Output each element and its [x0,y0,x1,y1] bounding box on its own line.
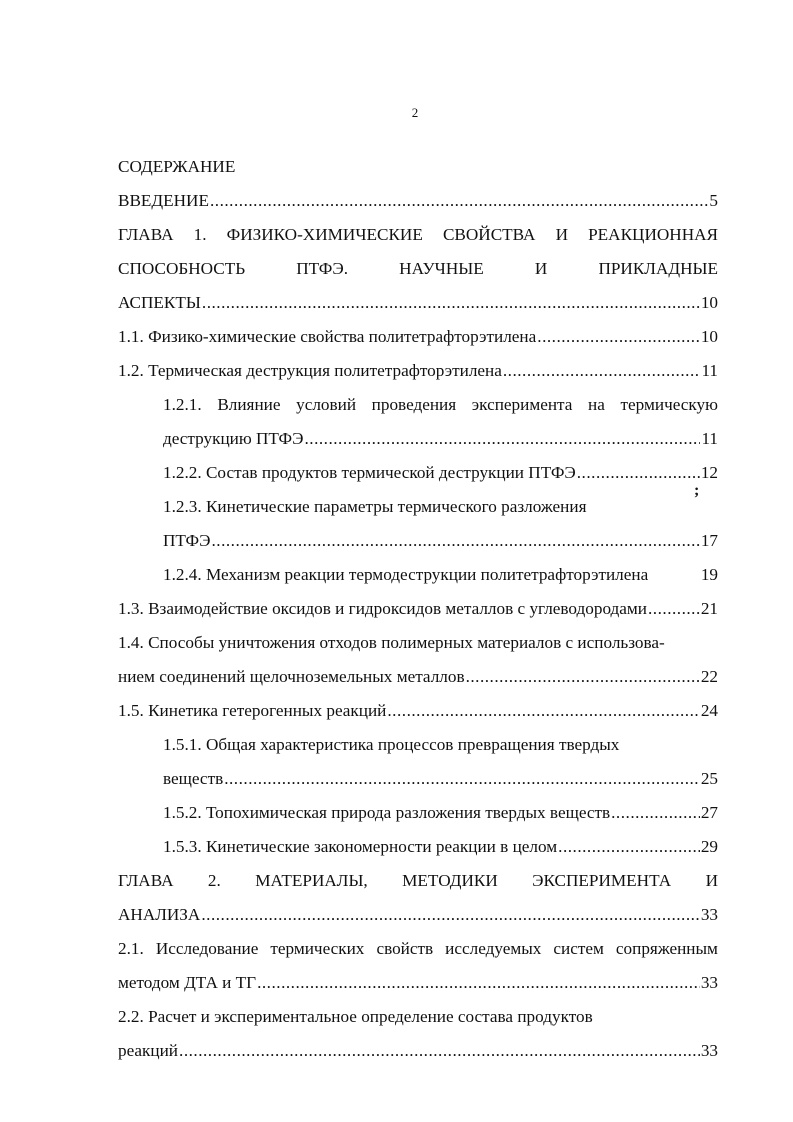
toc-entry-title: 1.1. Физико-химические свойства политетрафторэтилена [118,327,537,346]
word: проведения [371,395,457,414]
toc-entry-page: 25 [700,769,718,788]
word: эксперимента [471,395,573,414]
word: И [534,259,548,278]
toc-entry-1-5-1-line-2[interactable] [118,762,718,796]
word: 2.1. [118,939,144,958]
toc-entry-page: 29 [700,837,718,856]
toc-entry-1-2-2[interactable] [118,456,718,490]
word: 1. [193,225,207,244]
toc-entry-page: 12 [700,463,718,482]
toc-entry-page: 19 [700,565,718,584]
toc-entry-2-1-line-1[interactable] [118,932,718,966]
toc-entry-title: 1.5. Кинетика гетерогенных реакций [118,701,387,720]
word: И [705,871,718,890]
toc-entry-title: реакций [118,1041,179,1060]
toc-entry-page: 33 [700,973,718,992]
toc-entry-title: веществ [163,769,224,788]
leader-dots [179,1034,700,1068]
toc-entry-1-1[interactable] [118,320,718,354]
toc-entry-title: 1.2. Термическая деструкция политетрафторэтилена [118,361,502,380]
toc-entry-1-5-2[interactable] [118,796,718,830]
toc-entry-title: методом ДТА и ТГ [118,973,257,992]
margin-mark: ; [694,482,700,499]
word: 1.2.1. [163,395,202,414]
word: СВОЙСТВА [442,225,536,244]
toc-entry-intro[interactable] [118,184,718,218]
leader-dots [503,354,701,388]
leader-dots [537,320,700,354]
toc-entry-1-5-3[interactable] [118,830,718,864]
toc-entry-1-2[interactable] [118,354,718,388]
word: ГЛАВА [118,225,174,244]
toc-entry-title: 1.5.2. Топохимическая природа разложения твердых веществ [163,803,611,822]
page-number: 2 [411,105,419,120]
leader-dots [304,422,700,456]
toc-entry-1-2-3-line-2[interactable] [118,524,718,558]
toc-entry-title: 1.5.3. Кинетические закономерности реакции в целом [163,837,558,856]
leader-dots [466,660,700,694]
toc-entry-page: 17 [700,531,718,550]
toc-entry-page: 10 [700,327,718,346]
toc-entry-1-2-1-line-1[interactable] [118,388,718,422]
leader-dots [257,966,700,1000]
toc-entry-page: 11 [701,361,718,380]
toc-entry-page: 21 [700,599,718,618]
toc-entry-title: АНАЛИЗА [118,905,201,924]
toc-entry-title: нием соединений щелочноземельных металлов [118,667,465,686]
word: термическую [620,395,718,414]
toc-entry-1-5-1-line-1[interactable]: 1.5.1. Общая характеристика процессов превращения твердых [163,735,620,754]
toc-entry-chapter-1-line-1[interactable] [118,218,718,252]
leader-dots [224,762,700,796]
toc-entry-page: 5 [709,191,718,210]
toc-entry-title: АСПЕКТЫ [118,293,201,312]
leader-dots [648,592,700,626]
word: свойств [376,939,434,958]
leader-dots [558,830,700,864]
word: исследуемых [445,939,542,958]
word: И [555,225,568,244]
toc-entry-1-2-4[interactable] [118,558,718,592]
toc-entry-1-4-line-1[interactable]: 1.4. Способы уничтожения отходов полимерных материалов с использова- [118,633,665,652]
toc-entry-page: 11 [701,429,718,448]
word: условий [296,395,357,414]
toc-entry-2-1-line-2[interactable] [118,966,718,1000]
toc-entry-page: 10 [700,293,718,312]
leader-dots [211,524,699,558]
toc-entry-title: ПТФЭ [163,531,211,550]
word: МАТЕРИАЛЫ, [255,871,368,890]
word: ГЛАВА [118,871,174,890]
toc-entry-chapter-1-line-2[interactable] [118,252,718,286]
leader-dots [201,898,699,932]
toc-entry-title: 1.2.4. Механизм реакции термодеструкции политетрафторэтилена [163,565,649,584]
toc-entry-2-2-line-2[interactable] [118,1034,718,1068]
toc-entry-1-4-line-2[interactable] [118,660,718,694]
toc-entry-page: 33 [700,1041,718,1060]
word: РЕАКЦИОННАЯ [588,225,718,244]
toc-entry-1-3[interactable] [118,592,718,626]
word: ФИЗИКО-ХИМИЧЕСКИЕ [226,225,423,244]
leader-dots [210,184,708,218]
word: ЭКСПЕРИМЕНТА [532,871,672,890]
leader-dots [577,456,700,490]
word: Исследование [155,939,259,958]
word: термических [270,939,365,958]
toc-entry-title: деструкцию ПТФЭ [163,429,304,448]
toc-entry-page: 22 [700,667,718,686]
toc-entry-chapter-2-line-2[interactable] [118,898,718,932]
word: Влияние [217,395,281,414]
toc-entry-title: 1.2.2. Состав продуктов термической деструкции ПТФЭ [163,463,576,482]
toc-entry-title: 1.3. Взаимодействие оксидов и гидроксидов металлов с углеводородами [118,599,647,618]
leader-dots [202,286,700,320]
word: 2. [207,871,221,890]
word: на [588,395,605,414]
toc-entry-chapter-2-line-1[interactable] [118,864,718,898]
leader-dots [387,694,699,728]
toc-entry-1-2-3-line-1[interactable]: 1.2.3. Кинетические параметры термического разложения [163,497,587,516]
toc-entry-title: ВВЕДЕНИЕ [118,191,209,210]
table-of-contents [118,150,718,1068]
toc-title: СОДЕРЖАНИЕ [118,157,236,176]
word: систем [553,939,604,958]
word: ПТФЭ. [296,259,349,278]
toc-entry-1-5[interactable] [118,694,718,728]
word: НАУЧНЫЕ [399,259,484,278]
word: ПРИКЛАДНЫЕ [598,259,718,278]
toc-entry-page: 24 [700,701,718,720]
toc-entry-page: 27 [700,803,718,822]
toc-entry-chapter-1-line-3[interactable] [118,286,718,320]
toc-entry-2-2-line-1[interactable]: 2.2. Расчет и экспериментальное определение состава продуктов [118,1007,593,1026]
leader-dots [611,796,700,830]
toc-entry-1-2-1-line-2[interactable] [118,422,718,456]
word: СПОСОБНОСТЬ [118,259,246,278]
word: сопряженным [615,939,718,958]
toc-entry-page: 33 [700,905,718,924]
word: МЕТОДИКИ [402,871,498,890]
